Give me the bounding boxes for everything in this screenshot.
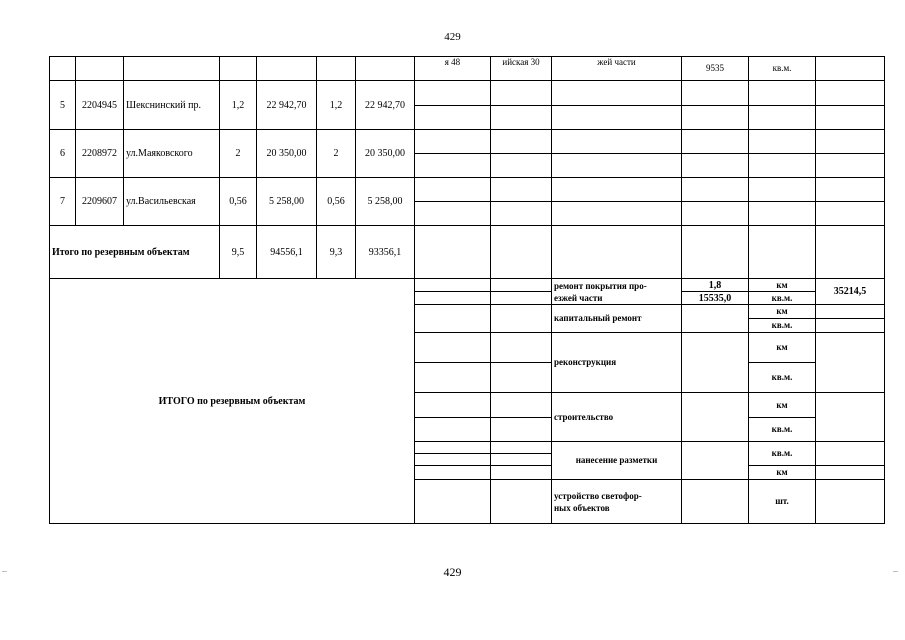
row-street: ул.Васильевская: [124, 178, 220, 226]
work-reconstruction-unit-1: км: [749, 333, 816, 363]
header-cell: [257, 57, 317, 81]
empty-cell: [491, 466, 552, 480]
row-sum-2: 5 258,00: [356, 178, 415, 226]
work-reconstruction-unit-2: кв.м.: [749, 363, 816, 393]
work-repair-value-2: 15535,0: [682, 292, 749, 305]
header-cell-j: 9535: [682, 57, 749, 81]
subtotal-sum-2: 93356,1: [356, 226, 415, 279]
header-cell-i: жей части: [552, 57, 682, 81]
empty-cell: [749, 130, 816, 154]
header-cell-k: кв.м.: [749, 57, 816, 81]
empty-cell: [491, 202, 552, 226]
row-length-1: 1,2: [220, 81, 257, 130]
empty-cell: [491, 130, 552, 154]
work-construction-unit-2: кв.м.: [749, 418, 816, 442]
empty-cell: [491, 454, 552, 466]
empty-cell: [491, 106, 552, 130]
empty-cell: [415, 363, 491, 393]
work-construction-label: строительство: [552, 393, 682, 442]
empty-cell: [682, 480, 749, 524]
report-table: [49, 56, 885, 524]
empty-cell: [552, 226, 682, 279]
empty-cell: [415, 106, 491, 130]
empty-cell: [491, 418, 552, 442]
crop-mark: —: [893, 569, 898, 575]
empty-cell: [816, 130, 885, 154]
empty-cell: [816, 81, 885, 106]
subtotal-length-1: 9,5: [220, 226, 257, 279]
empty-cell: [491, 81, 552, 106]
header-cell-g: я 48: [415, 57, 491, 81]
row-sum-1: 22 942,70: [257, 81, 317, 130]
empty-cell: [682, 442, 749, 480]
header-cell: [50, 57, 76, 81]
empty-cell: [491, 154, 552, 178]
empty-cell: [682, 81, 749, 106]
header-cell: [356, 57, 415, 81]
work-capital-unit-2: кв.м.: [749, 319, 816, 333]
row-number: 5: [50, 81, 76, 130]
table-row: [50, 130, 885, 154]
subtotal-length-2: 9,3: [317, 226, 356, 279]
empty-cell: [552, 106, 682, 130]
row-length-1: 0,56: [220, 178, 257, 226]
empty-cell: [415, 81, 491, 106]
row-length-2: 0,56: [317, 178, 356, 226]
work-repair-unit-2: кв.м.: [749, 292, 816, 305]
empty-cell: [749, 178, 816, 202]
subtotal-label: Итого по резервным объектам: [50, 226, 220, 279]
empty-cell: [749, 202, 816, 226]
page-number-bottom: 429: [443, 565, 462, 579]
empty-cell: [415, 333, 491, 363]
empty-cell: [816, 226, 885, 279]
header-cell: [220, 57, 257, 81]
empty-cell: [415, 202, 491, 226]
row-sum-2: 20 350,00: [356, 130, 415, 178]
row-number: 7: [50, 178, 76, 226]
row-sum-1: 20 350,00: [257, 130, 317, 178]
row-code: 2209607: [76, 178, 124, 226]
row-street: Шекснинский пр.: [124, 81, 220, 130]
row-code: 2208972: [76, 130, 124, 178]
empty-cell: [491, 178, 552, 202]
empty-cell: [749, 81, 816, 106]
work-capital-unit-1: км: [749, 305, 816, 319]
work-capital-repair-label: капитальный ремонт: [552, 305, 682, 333]
empty-cell: [816, 442, 885, 466]
empty-cell: [491, 333, 552, 363]
empty-cell: [816, 480, 885, 524]
empty-cell: [749, 226, 816, 279]
empty-cell: [682, 393, 749, 442]
empty-cell: [682, 154, 749, 178]
work-traffic-lights-label: устройство светофор- ных объектов: [552, 480, 682, 524]
empty-cell: [749, 106, 816, 130]
header-cell: [816, 57, 885, 81]
row-number: 6: [50, 130, 76, 178]
header-cell: [124, 57, 220, 81]
empty-cell: [682, 178, 749, 202]
empty-cell: [491, 363, 552, 393]
empty-cell: [682, 106, 749, 130]
empty-cell: [816, 154, 885, 178]
table-row: [50, 178, 885, 202]
work-repair-unit-1: км: [749, 279, 816, 292]
work-reconstruction-label: реконструкция: [552, 333, 682, 393]
work-marking-label: нанесение разметки: [552, 442, 682, 480]
empty-cell: [749, 154, 816, 178]
row-street: ул.Маяковского: [124, 130, 220, 178]
empty-cell: [415, 178, 491, 202]
work-traffic-lights-unit: шт.: [749, 480, 816, 524]
header-cell-h: ийская 30: [491, 57, 552, 81]
page-number-top: 429: [444, 31, 461, 43]
empty-cell: [415, 454, 491, 466]
header-cell: [76, 57, 124, 81]
empty-cell: [491, 442, 552, 454]
header-row: [50, 57, 885, 81]
row-code: 2204945: [76, 81, 124, 130]
empty-cell: [491, 305, 552, 333]
empty-cell: [415, 480, 491, 524]
empty-cell: [552, 81, 682, 106]
work-construction-unit-1: км: [749, 393, 816, 418]
row-sum-1: 5 258,00: [257, 178, 317, 226]
total-row: [50, 279, 885, 292]
empty-cell: [415, 466, 491, 480]
empty-cell: [816, 202, 885, 226]
total-label: ИТОГО по резервным объектам: [50, 279, 415, 524]
empty-cell: [816, 106, 885, 130]
empty-cell: [682, 202, 749, 226]
empty-cell: [415, 305, 491, 333]
empty-cell: [552, 202, 682, 226]
row-sum-2: 22 942,70: [356, 81, 415, 130]
empty-cell: [552, 154, 682, 178]
header-cell: [317, 57, 356, 81]
empty-cell: [552, 178, 682, 202]
row-length-2: 2: [317, 130, 356, 178]
empty-cell: [415, 442, 491, 454]
empty-cell: [816, 333, 885, 393]
work-marking-unit-1: кв.м.: [749, 442, 816, 466]
empty-cell: [682, 130, 749, 154]
empty-cell: [816, 305, 885, 319]
empty-cell: [415, 226, 491, 279]
row-length-1: 2: [220, 130, 257, 178]
work-repair-value-1: 1,8: [682, 279, 749, 292]
empty-cell: [682, 226, 749, 279]
empty-cell: [491, 393, 552, 418]
empty-cell: [682, 333, 749, 393]
subtotal-row: [50, 226, 885, 279]
empty-cell: [415, 393, 491, 418]
work-marking-unit-2: км: [749, 466, 816, 480]
work-repair-label: ремонт покрытия про- езжей части: [552, 279, 682, 305]
empty-cell: [552, 130, 682, 154]
empty-cell: [415, 292, 491, 305]
empty-cell: [491, 292, 552, 305]
grand-total-sum: 35214,5: [816, 279, 885, 305]
empty-cell: [491, 226, 552, 279]
empty-cell: [682, 305, 749, 333]
subtotal-sum-1: 94556,1: [257, 226, 317, 279]
empty-cell: [415, 418, 491, 442]
row-length-2: 1,2: [317, 81, 356, 130]
empty-cell: [816, 319, 885, 333]
empty-cell: [415, 279, 491, 292]
empty-cell: [816, 178, 885, 202]
empty-cell: [491, 279, 552, 292]
crop-mark: —: [2, 569, 7, 575]
empty-cell: [816, 466, 885, 480]
table-row: [50, 81, 885, 106]
empty-cell: [415, 130, 491, 154]
empty-cell: [491, 480, 552, 524]
empty-cell: [816, 393, 885, 442]
empty-cell: [415, 154, 491, 178]
